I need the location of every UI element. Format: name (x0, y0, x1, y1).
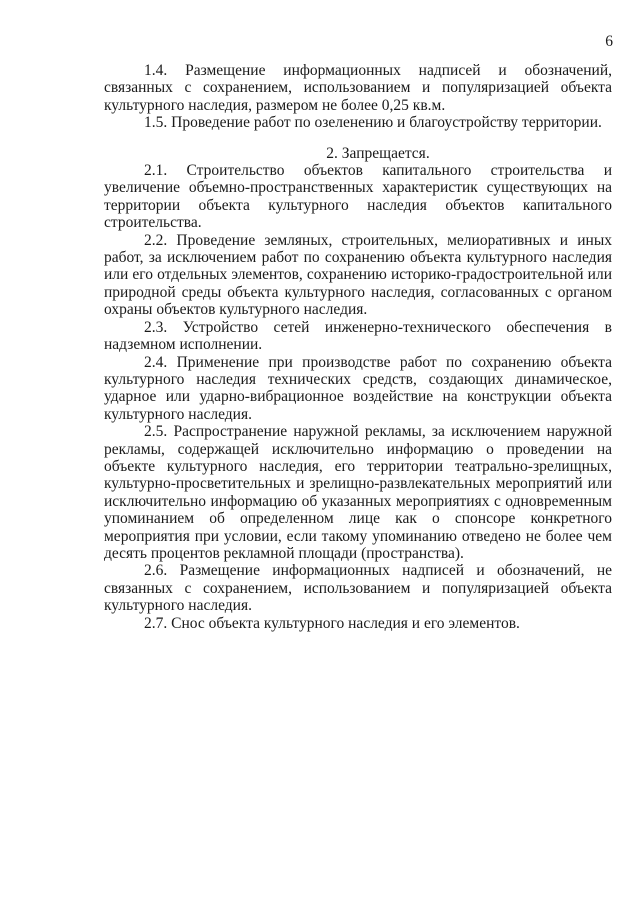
clause-2-2: 2.2. Проведение земляных, строительных, мелиоративных и иных работ, за исключением работ по сохранению объекта культурного наследия или его отдельных элементов, сохранению историко-градостроительной или природной среды объекта культурного наследия, согласованных с органом охраны объектов культурного наследия. (104, 231, 612, 319)
section-2-heading: 2. Запрещается. (326, 144, 430, 162)
clause-2-1: 2.1. Строительство объектов капитального строительства и увеличение объемно-пространственных характеристик существующих на территории объекта культурного наследия объектов капитального строительства. (104, 162, 612, 232)
page-number: 6 (605, 33, 613, 50)
clause-2-6: 2.6. Размещение информационных надписей и обозначений, не связанных с сохранением, использованием и популяризацией объекта культурного наследия. (104, 562, 612, 615)
clause-2-4: 2.4. Применение при производстве работ по сохранению объекта культурного наследия технических средств, создающих динамическое, ударное или ударно-вибрационное воздействие на конструкции объекта культурного наследия. (104, 353, 612, 423)
clause-1-5: 1.5. Проведение работ по озеленению и благоустройству территории. (144, 114, 602, 132)
clause-2-3: 2.3. Устройство сетей инженерно-технического обеспечения в надземном исполнении. (104, 318, 612, 354)
clause-2-7: 2.7. Снос объекта культурного наследия и его элементов. (144, 614, 520, 632)
document-body (104, 62, 612, 632)
clause-1-4: 1.4. Размещение информационных надписей и обозначений, связанных с сохранением, использованием и популяризацией объекта культурного наследия, размером не более 0,25 кв.м. (104, 62, 612, 114)
clause-2-5: 2.5. Распространение наружной рекламы, за исключением наружной рекламы, содержащей исключительно информацию о проведении на объекте культурного наследия, его территории театрально-зрелищных, культурно-просветительных и зрелищно-развлекательных мероприятий или исключительно информацию об указанных мероприятиях с одновременным упоминанием об определенном лице как о спонсоре конкретного мероприятия при условии, если такому упоминанию отведено не более чем десять процентов рекламной площади (пространства). (104, 423, 612, 562)
